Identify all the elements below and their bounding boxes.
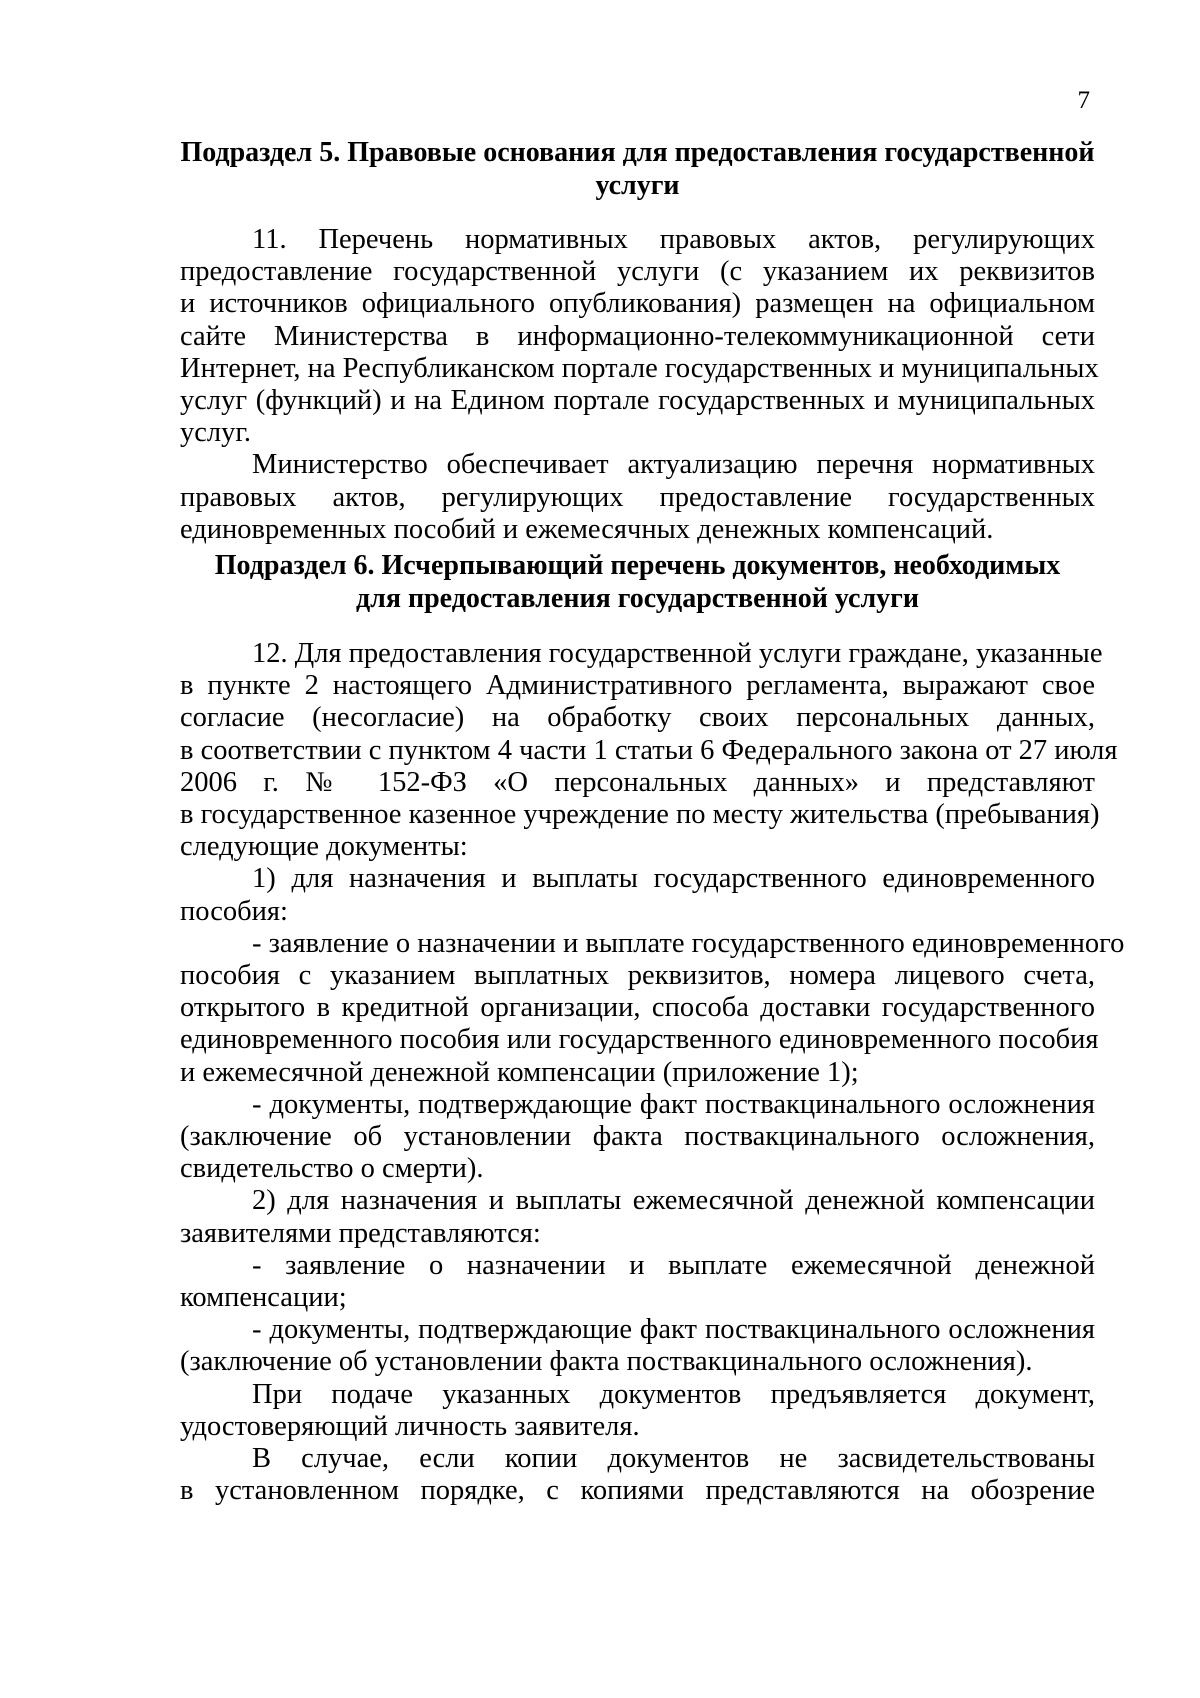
text-line: в государственное казенное учреждение по месту жительства (пребывания) bbox=[180, 799, 1100, 831]
text-line: (заключение об установлении факта поствакцинального осложнения). bbox=[180, 1346, 1033, 1378]
text-line: в установленном порядке, с копиями представляются на обозрение bbox=[180, 1475, 1095, 1507]
text-line: 2006 г. № 152-ФЗ «О персональных данных» и представляют bbox=[180, 766, 1095, 798]
text-line: компенсации; bbox=[180, 1282, 347, 1314]
heading-line: Подраздел 5. Правовые основания для предоставления государственной bbox=[180, 137, 1095, 168]
text-line: свидетельство о смерти). bbox=[180, 1153, 484, 1185]
text-line: - заявление о назначении и выплате государственного единовременного bbox=[252, 927, 1125, 959]
text-line: При подаче указанных документов предъявляется документ, bbox=[252, 1378, 1095, 1410]
text-line: единовременных пособий и ежемесячных денежных компенсаций. bbox=[180, 513, 994, 545]
paragraph-12 bbox=[180, 638, 1125, 1507]
text-line: открытого в кредитной организации, способа доставки государственного bbox=[180, 992, 1095, 1024]
subsection-6-heading bbox=[180, 549, 1095, 615]
page-number: 7 bbox=[1077, 87, 1090, 114]
text-line: Интернет, на Республиканском портале государственных и муниципальных bbox=[180, 352, 1099, 384]
text-line: единовременного пособия или государственного единовременного пособия bbox=[180, 1024, 1099, 1056]
subsection-5-heading bbox=[180, 136, 1095, 202]
text-line: - заявление о назначении и выплате ежемесячной денежной bbox=[252, 1249, 1095, 1281]
text-line: (заключение об установлении факта поствакцинального осложнения, bbox=[180, 1121, 1095, 1153]
text-line: 1) для назначения и выплаты государственного единовременного bbox=[252, 863, 1095, 895]
text-line: пособия с указанием выплатных реквизитов, номера лицевого счета, bbox=[180, 960, 1095, 992]
text-line: Министерство обеспечивает актуализацию перечня нормативных bbox=[252, 449, 1095, 481]
heading-line: услуги bbox=[595, 170, 680, 201]
heading-line: для предоставления государственной услуги bbox=[355, 583, 920, 614]
text-line: в пункте 2 настоящего Административного регламента, выражают свое bbox=[180, 670, 1095, 702]
paragraph-11 bbox=[180, 224, 1099, 546]
text-line: - документы, подтверждающие факт поствакцинального осложнения bbox=[252, 1314, 1095, 1346]
text-line: 12. Для предоставления государственной услуги граждане, указанные bbox=[252, 638, 1103, 669]
text-line: заявителями представляются: bbox=[180, 1217, 541, 1249]
text-line: пособия: bbox=[180, 895, 288, 927]
text-line: удостоверяющий личность заявителя. bbox=[180, 1410, 640, 1442]
text-line: - документы, подтверждающие факт поствакцинального осложнения bbox=[252, 1088, 1095, 1120]
text-line: согласие (несогласие) на обработку своих персональных данных, bbox=[180, 702, 1095, 734]
text-line: услуг (функций) и на Едином портале государственных и муниципальных bbox=[180, 385, 1095, 417]
text-line: 11. Перечень нормативных правовых актов, регулирующих bbox=[252, 224, 1095, 255]
text-line: 2) для назначения и выплаты ежемесячной денежной компенсации bbox=[252, 1185, 1095, 1217]
text-line: услуг. bbox=[180, 417, 251, 449]
text-line: сайте Министерства в информационно-телекоммуникационной сети bbox=[180, 320, 1095, 352]
text-line: следующие документы: bbox=[180, 831, 468, 863]
text-line: в соответствии с пунктом 4 части 1 статьи 6 Федерального закона от 27 июля bbox=[180, 734, 1118, 766]
text-line: правовых актов, регулирующих предоставление государственных bbox=[180, 481, 1095, 513]
text-line: В случае, если копии документов не засвидетельствованы bbox=[252, 1443, 1095, 1475]
text-line: и ежемесячной денежной компенсации (приложение 1); bbox=[180, 1056, 859, 1088]
text-line: предоставление государственной услуги (с указанием их реквизитов bbox=[180, 256, 1095, 288]
text-line: и источников официального опубликования) размещен на официальном bbox=[180, 288, 1095, 320]
heading-line: Подраздел 6. Исчерпывающий перечень документов, необходимых bbox=[214, 550, 1061, 581]
